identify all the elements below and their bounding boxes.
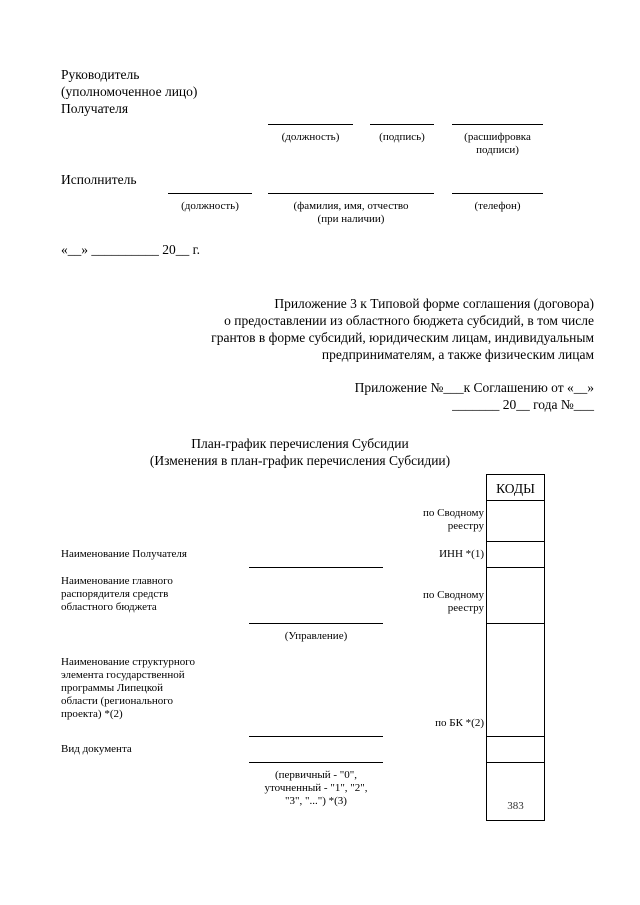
plan-title-line: (Изменения в план-график перечисления Субсидии) bbox=[149, 453, 451, 468]
plan-title bbox=[100, 435, 500, 469]
label-line: областного бюджета bbox=[61, 601, 157, 613]
label-line: Наименование главного bbox=[61, 575, 173, 587]
executor-phone-line bbox=[452, 193, 543, 194]
head-label-line: Руководитель bbox=[61, 67, 140, 82]
executor-position-caption: (должность) bbox=[181, 200, 239, 212]
bk-label: по БК *(2) bbox=[435, 717, 484, 729]
label-line: области (регионального bbox=[61, 695, 173, 707]
executor-label: Исполнитель bbox=[61, 172, 137, 187]
appendix-line: предпринимателям, а также физическим лицам bbox=[321, 347, 594, 362]
structural-element-label bbox=[61, 656, 195, 721]
label-line: реестру bbox=[447, 520, 484, 532]
head-signature-caption: (подпись) bbox=[379, 131, 425, 143]
head-position-line bbox=[268, 124, 353, 125]
agreement-reference bbox=[134, 379, 594, 413]
codes-row-divider bbox=[486, 623, 545, 624]
label-line: элемента государственной bbox=[61, 669, 185, 681]
codes-row-divider bbox=[486, 541, 545, 542]
svodny-reestr-label-2 bbox=[370, 589, 484, 615]
codes-column bbox=[486, 474, 545, 821]
codes-header: КОДЫ bbox=[496, 481, 535, 496]
appendix-header bbox=[134, 295, 594, 363]
caption-line: (первичный - "0", bbox=[274, 769, 358, 781]
label-line: по Сводному bbox=[422, 507, 484, 519]
caption-line: "3", "...") *(3) bbox=[285, 795, 347, 807]
label-line: проекта) *(2) bbox=[61, 708, 123, 720]
label-line: Наименование структурного bbox=[61, 656, 195, 668]
recipient-name-line bbox=[249, 567, 383, 568]
agreement-line: _______ 20__ года №___ bbox=[452, 397, 594, 412]
appendix-line: о предоставлении из областного бюджета субсидий, в том числе bbox=[224, 313, 594, 328]
codes-row-divider bbox=[486, 736, 545, 737]
head-decoding-line bbox=[452, 124, 543, 125]
department-caption: (Управление) bbox=[284, 630, 348, 642]
chief-manager-line bbox=[249, 623, 383, 624]
head-position-caption: (должность) bbox=[281, 131, 340, 143]
head-signature-line bbox=[370, 124, 434, 125]
label-line: по Сводному bbox=[422, 589, 484, 601]
plan-title-line: План-график перечисления Субсидии bbox=[191, 436, 409, 451]
codes-row-divider bbox=[486, 762, 545, 763]
date-line: «__» __________ 20__ г. bbox=[61, 242, 201, 257]
doc-type-caption bbox=[239, 769, 393, 808]
caption-line: подписи) bbox=[476, 144, 519, 156]
head-decoding-caption bbox=[440, 131, 555, 157]
executor-position-line bbox=[168, 193, 252, 194]
codes-row-divider bbox=[486, 500, 545, 501]
recipient-name-label: Наименование Получателя bbox=[61, 548, 187, 560]
inn-label: ИНН *(1) bbox=[439, 548, 484, 560]
head-label-line: Получателя bbox=[61, 101, 129, 116]
doc-type-label: Вид документа bbox=[61, 743, 132, 755]
label-line: реестру bbox=[447, 602, 484, 614]
doc-type-line bbox=[249, 762, 383, 763]
label-line: программы Липецкой bbox=[61, 682, 164, 694]
appendix-line: Приложение 3 к Типовой форме соглашения (договора) bbox=[274, 296, 594, 311]
svodny-reestr-label bbox=[370, 507, 484, 533]
label-line: распорядителя средств bbox=[61, 588, 169, 600]
structural-element-line bbox=[249, 736, 383, 737]
agreement-line: Приложение №___к Соглашению от «__» bbox=[354, 380, 594, 395]
executor-phone-caption: (телефон) bbox=[474, 200, 521, 212]
doc-code-value: 383 bbox=[507, 800, 524, 812]
caption-line: (расшифровка bbox=[464, 131, 531, 143]
head-label-line: (уполномоченное лицо) bbox=[61, 84, 198, 99]
caption-line: (фамилия, имя, отчество bbox=[293, 200, 409, 212]
executor-name-caption bbox=[258, 200, 444, 226]
executor-name-line bbox=[268, 193, 434, 194]
head-label bbox=[61, 66, 197, 117]
caption-line: (при наличии) bbox=[317, 213, 385, 225]
caption-line: уточненный - "1", "2", bbox=[264, 782, 368, 794]
chief-manager-label bbox=[61, 575, 173, 614]
appendix-line: грантов в форме субсидий, юридическим лицам, индивидуальным bbox=[211, 330, 594, 345]
codes-row-divider bbox=[486, 567, 545, 568]
